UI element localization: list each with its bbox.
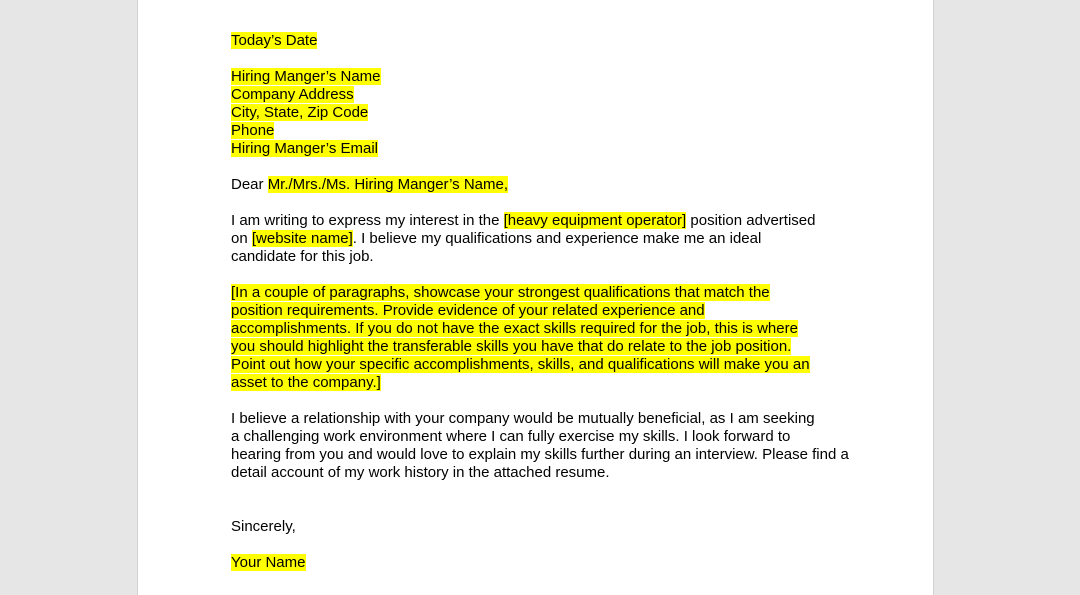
your-name-placeholder: Your Name — [231, 554, 306, 571]
phone-line — [231, 122, 851, 140]
body-placeholder-text: asset to the company.] — [231, 374, 381, 391]
position-placeholder: [heavy equipment operator] — [503, 212, 687, 229]
salutation-placeholder: Mr./Mrs./Ms. Hiring Manger’s Name, — [267, 176, 509, 193]
email-placeholder: Hiring Manger’s Email — [231, 140, 378, 157]
closing-paragraph-line: I believe a relationship with your company would be mutually beneficial, as I am seeking — [231, 410, 815, 427]
body-placeholder-line — [231, 284, 851, 302]
company-address-placeholder: Company Address — [231, 86, 354, 103]
company-address-line — [231, 86, 851, 104]
closing-paragraph-line: hearing from you and would love to explain my skills further during an interview. Please find a — [231, 446, 849, 463]
body-placeholder-text: [In a couple of paragraphs, showcase your strongest qualifications that match the — [231, 284, 770, 301]
closing-paragraph-line: detail account of my work history in the attached resume. — [231, 464, 610, 481]
date-placeholder: Today’s Date — [231, 32, 318, 49]
body-placeholder-text: accomplishments. If you do not have the exact skills required for the job, this is where — [231, 320, 798, 337]
intro-line-1 — [231, 212, 851, 230]
body-placeholder-text: you should highlight the transferable skills you have that do relate to the job position. — [231, 338, 792, 355]
intro-text-4: . I believe my qualifications and experience make me an ideal — [352, 230, 762, 247]
closing-paragraph-line: a challenging work environment where I can fully exercise my skills. I look forward to — [231, 428, 791, 445]
body-placeholder-line — [231, 320, 851, 338]
body-placeholder-line — [231, 374, 851, 392]
body-placeholder-line — [231, 356, 851, 374]
salutation-line — [231, 176, 851, 194]
city-state-zip-line — [231, 104, 851, 122]
phone-placeholder: Phone — [231, 122, 275, 139]
date-line — [231, 32, 851, 50]
body-placeholder-line — [231, 338, 851, 356]
city-state-zip-placeholder: City, State, Zip Code — [231, 104, 369, 121]
intro-line-2 — [231, 230, 851, 248]
body-placeholder-text: Point out how your specific accomplishments, skills, and qualifications will make you an — [231, 356, 810, 373]
body-placeholder-line — [231, 302, 851, 320]
your-name-line — [231, 554, 851, 572]
salutation-prefix: Dear — [231, 176, 268, 193]
intro-line-3 — [231, 248, 851, 266]
intro-text-1: I am writing to express my interest in the — [231, 212, 504, 229]
recipient-name-line — [231, 68, 851, 86]
intro-text-3: on — [231, 230, 252, 247]
letter-body[interactable] — [231, 32, 851, 572]
intro-text-5: candidate for this job. — [231, 248, 374, 265]
email-line — [231, 140, 851, 158]
sign-off: Sincerely, — [231, 518, 296, 535]
intro-text-2: position advertised — [686, 212, 816, 229]
website-placeholder: [website name] — [251, 230, 353, 247]
document-page[interactable] — [137, 0, 934, 595]
recipient-name-placeholder: Hiring Manger’s Name — [231, 68, 381, 85]
body-placeholder-text: position requirements. Provide evidence of your related experience and — [231, 302, 705, 319]
